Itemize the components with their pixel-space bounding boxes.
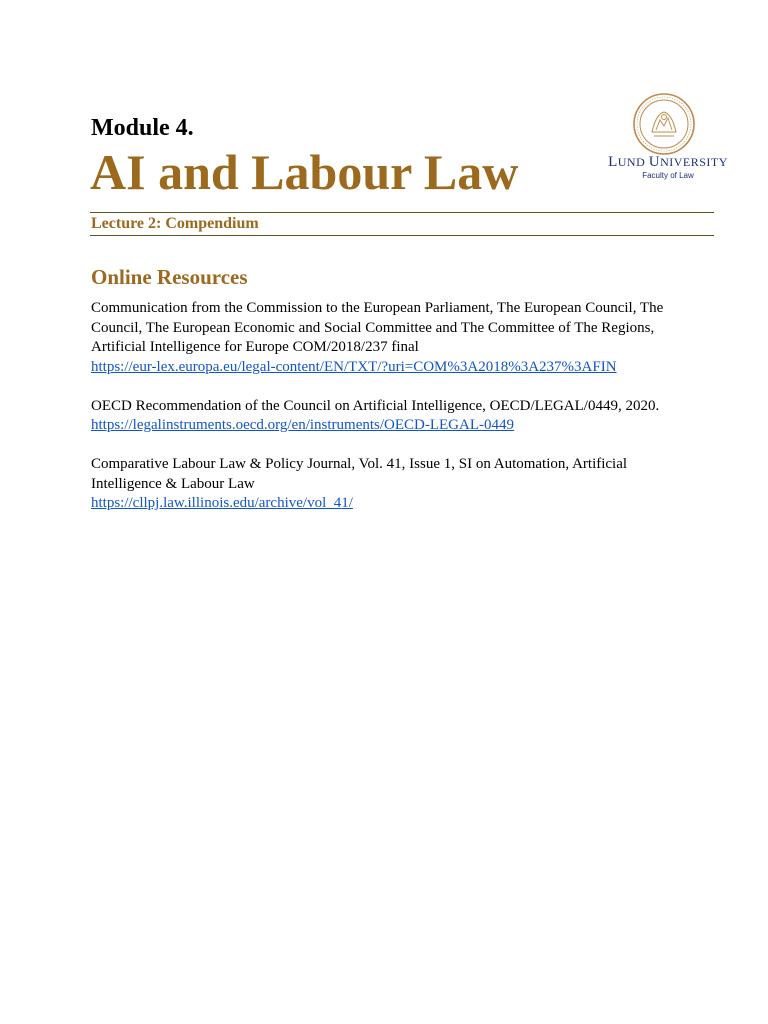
university-name-initial-2: U [648,154,661,170]
university-logo [598,92,738,184]
header-divider-bottom [90,235,714,236]
lecture-label: Lecture 2: Compendium [91,215,259,232]
faculty-name: Faculty of Law [642,171,694,180]
resource-link[interactable]: https://legalinstruments.oecd.org/en/instruments/OECD-LEGAL-0449 [91,417,514,433]
page-title: AI and Labour Law [90,144,519,200]
module-label: Module 4. [91,115,194,141]
header-divider-top [90,212,714,213]
resource-list [91,299,691,533]
resource-description: Communication from the Commission to the European Parliament, The European Council, The Council, The European Economic and Social Committee and The Committee of The Regions, Artificial Intelligence for Europe COM/2018/237 final [91,300,664,355]
university-name-rest: UND [617,155,649,169]
resource-item [91,397,691,436]
section-heading: Online Resources [91,265,248,289]
university-name [598,154,738,171]
university-name-initial: L [608,154,618,170]
resource-link[interactable]: https://eur-lex.europa.eu/legal-content/EN/TXT/?uri=COM%3A2018%3A237%3AFIN [91,358,617,375]
resource-item [91,299,691,377]
resource-item [91,455,691,514]
resource-link[interactable]: https://cllpj.law.illinois.edu/archive/vol_41/ [91,495,353,511]
resource-description: OECD Recommendation of the Council on Artificial Intelligence, OECD/LEGAL/0449, 2020. [91,397,660,414]
university-seal-icon [632,92,696,156]
resource-description: Comparative Labour Law & Policy Journal, Vol. 41, Issue 1, SI on Automation, Artificial Intelligence & Labour Law [91,456,628,492]
university-name-rest-2: NIVERSITY [660,155,728,169]
